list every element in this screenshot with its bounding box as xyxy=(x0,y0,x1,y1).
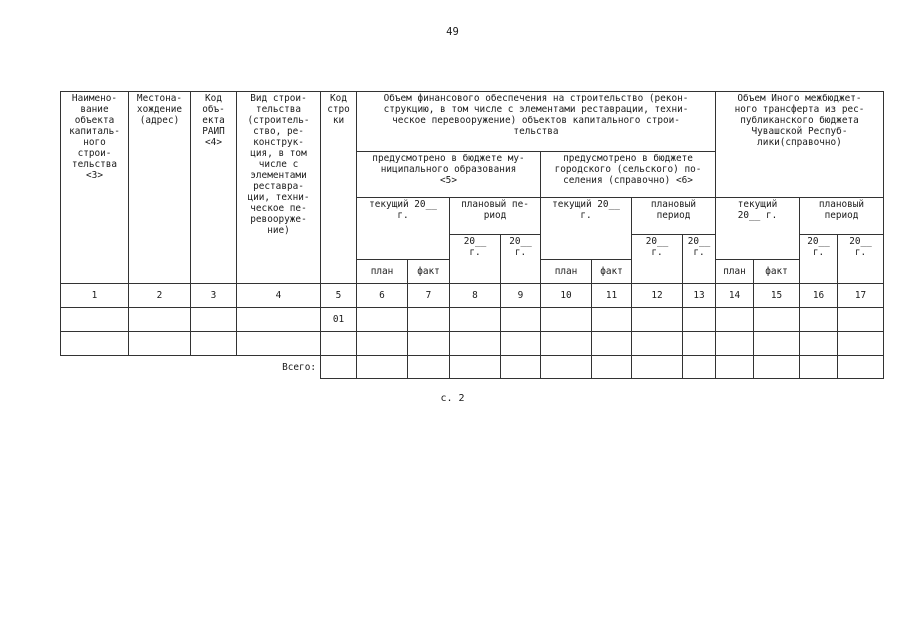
cell-empty xyxy=(408,356,450,379)
column-number: 1 xyxy=(61,284,129,308)
row-code-cell: 01 xyxy=(321,308,357,332)
header-fact-11: факт xyxy=(592,260,632,284)
header-settlement-budget: предусмотрено в бюджете городского (сельского) по- селения (справочно) <6> xyxy=(541,152,716,198)
cell-empty xyxy=(592,356,632,379)
column-number: 8 xyxy=(450,284,501,308)
cell-empty xyxy=(237,332,321,356)
cell-empty xyxy=(683,356,716,379)
cell-empty xyxy=(592,332,632,356)
header-plan-6: план xyxy=(357,260,408,284)
header-current-year-municipal: текущий 20__ г. xyxy=(357,198,450,260)
header-year-8: 20__ г. xyxy=(450,235,501,284)
cell-empty xyxy=(632,356,683,379)
total-row xyxy=(61,356,884,379)
total-label: Всего: xyxy=(282,361,316,373)
column-number: 14 xyxy=(716,284,754,308)
header-year-13: 20__ г. xyxy=(683,235,716,284)
cell-empty xyxy=(541,332,592,356)
header-municipal-budget: предусмотрено в бюджете му- ниципального образования <5> xyxy=(357,152,541,198)
table-row xyxy=(61,308,884,332)
cell-empty xyxy=(716,308,754,332)
cell-empty xyxy=(592,308,632,332)
cell-empty xyxy=(357,332,408,356)
header-current-year-transfer: текущий 20__ г. xyxy=(716,198,800,260)
cell-empty xyxy=(683,332,716,356)
header-planned-period-settlement: плановый период xyxy=(632,198,716,235)
header-year-17: 20__ г. xyxy=(838,235,884,284)
cell-empty xyxy=(357,356,408,379)
column-number: 7 xyxy=(408,284,450,308)
cell-empty xyxy=(541,356,592,379)
cell-empty xyxy=(321,332,357,356)
header-year-16: 20__ г. xyxy=(800,235,838,284)
column-number: 10 xyxy=(541,284,592,308)
cell-empty xyxy=(237,308,321,332)
header-object-name: Наимено- вание объекта капиталь- ного строи- тельства <3> xyxy=(61,92,129,284)
financing-table xyxy=(60,91,884,379)
column-number: 5 xyxy=(321,284,357,308)
cell-empty xyxy=(683,308,716,332)
header-planned-period-municipal: плановый пе- риод xyxy=(450,198,541,235)
column-number: 9 xyxy=(501,284,541,308)
column-number: 15 xyxy=(754,284,800,308)
header-plan-10: план xyxy=(541,260,592,284)
cell-empty xyxy=(450,356,501,379)
header-object-code: Код объ- екта РАИП <4> xyxy=(191,92,237,284)
column-number: 11 xyxy=(592,284,632,308)
page-number: 49 xyxy=(446,26,459,38)
header-location: Местона- хождение (адрес) xyxy=(129,92,191,284)
cell-empty xyxy=(754,308,800,332)
cell-empty xyxy=(800,332,838,356)
column-number: 16 xyxy=(800,284,838,308)
cell-empty xyxy=(191,332,237,356)
cell-empty xyxy=(632,332,683,356)
cell-empty xyxy=(191,308,237,332)
column-numbers-row xyxy=(61,284,884,308)
cell-empty xyxy=(541,308,592,332)
column-number: 3 xyxy=(191,284,237,308)
column-number: 6 xyxy=(357,284,408,308)
cell-empty xyxy=(450,332,501,356)
header-transfer-volume: Объем Иного межбюджет- ного трансферта из рес- публиканского бюджета Чувашской Респуб- лики(справочно) xyxy=(716,92,884,198)
header-year-12: 20__ г. xyxy=(632,235,683,284)
cell-empty xyxy=(61,332,129,356)
cell-empty xyxy=(754,356,800,379)
cell-empty xyxy=(716,356,754,379)
cell-empty xyxy=(800,308,838,332)
header-construction-type: Вид строи- тельства (строитель- ство, ре- конструк- ция, в том числе с элементами реставра- ции, техни- ческое пе- ревооруже- ние) xyxy=(237,92,321,284)
cell-empty xyxy=(61,308,129,332)
cell-empty xyxy=(800,356,838,379)
header-fact-7: факт xyxy=(408,260,450,284)
cell-empty xyxy=(838,356,884,379)
column-number: 2 xyxy=(129,284,191,308)
header-planned-period-transfer: плановый период xyxy=(800,198,884,235)
cell-empty xyxy=(838,308,884,332)
cell-empty xyxy=(501,332,541,356)
column-number: 17 xyxy=(838,284,884,308)
header-year-9: 20__ г. xyxy=(501,235,541,284)
header-row-code: Код стро ки xyxy=(321,92,357,284)
table-row xyxy=(61,332,884,356)
column-number: 13 xyxy=(683,284,716,308)
cell-empty xyxy=(716,332,754,356)
page-footer: с. 2 xyxy=(440,393,465,404)
cell-empty xyxy=(357,308,408,332)
header-financing-volume: Объем финансового обеспечения на строительство (рекон- струкцию, в том числе с элементами реставрации, техни- ческое перевооружение) объектов капитального строи- тельства xyxy=(357,92,716,152)
cell-empty xyxy=(754,332,800,356)
cell-empty xyxy=(450,308,501,332)
cell-empty xyxy=(632,308,683,332)
cell-empty xyxy=(408,308,450,332)
column-number: 12 xyxy=(632,284,683,308)
cell-empty xyxy=(129,308,191,332)
cell-empty xyxy=(501,308,541,332)
cell-empty xyxy=(129,332,191,356)
header-plan-14: план xyxy=(716,260,754,284)
header-fact-15: факт xyxy=(754,260,800,284)
cell-empty xyxy=(321,356,357,379)
cell-empty xyxy=(838,332,884,356)
column-number: 4 xyxy=(237,284,321,308)
cell-empty xyxy=(501,356,541,379)
cell-empty xyxy=(408,332,450,356)
header-current-year-settlement: текущий 20__ г. xyxy=(541,198,632,260)
